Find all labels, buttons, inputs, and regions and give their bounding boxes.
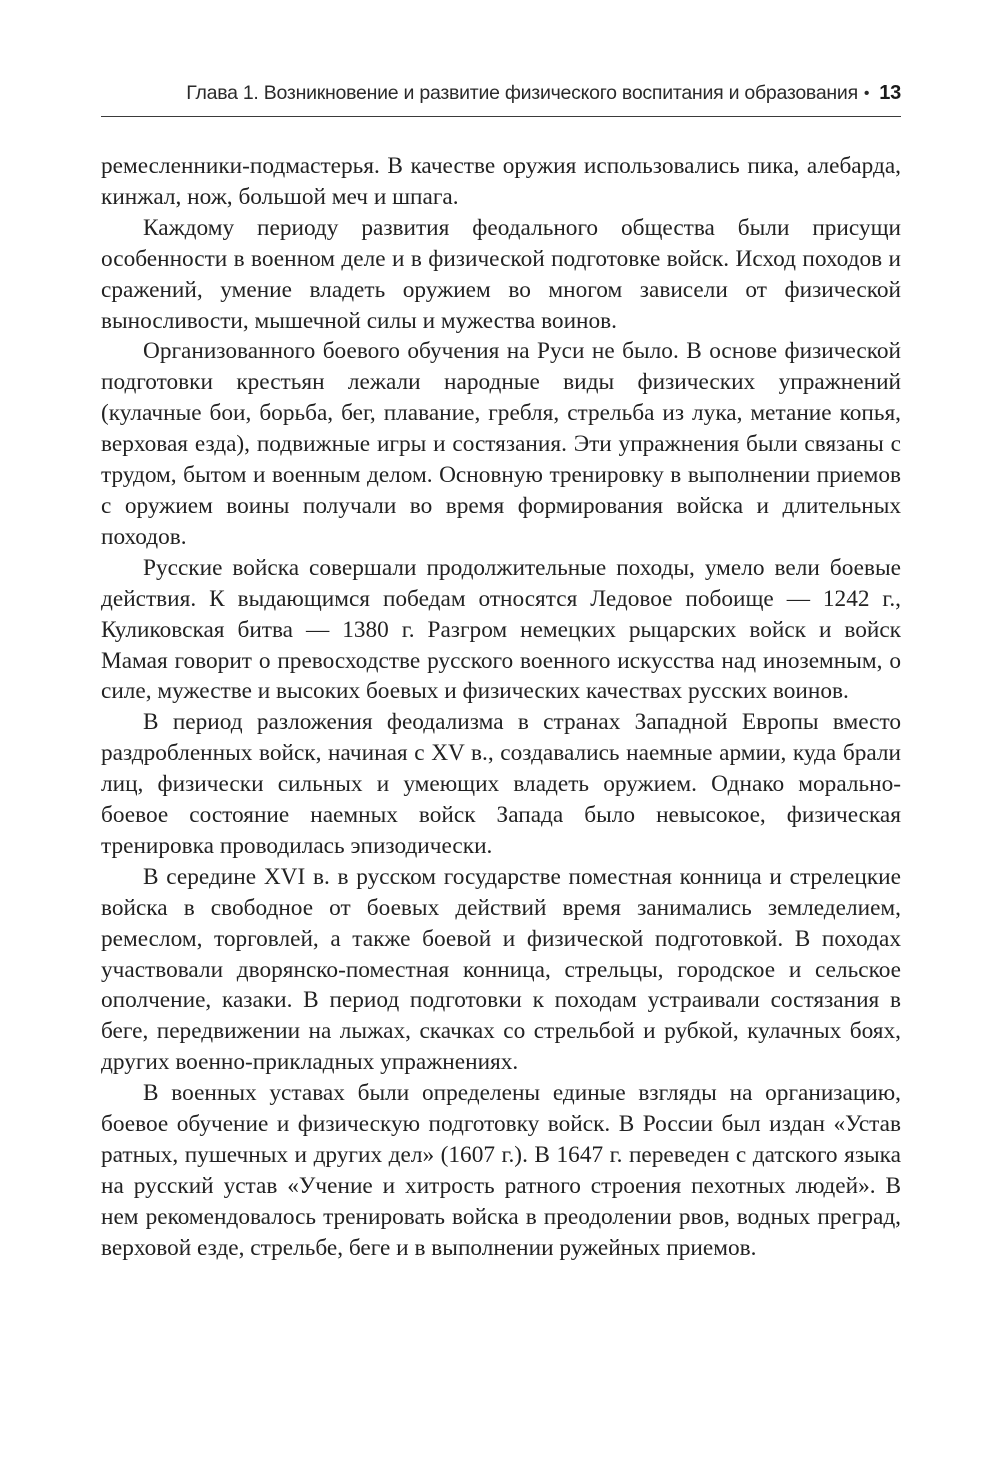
paragraph: В период разложения феодализма в странах Западной Европы вместо раздробленных войск, начиная с XV в., создавались наемные армии, куда брали лиц, физически сильных и умеющих владеть оружием. Однако морально-боевое состояние наемных войск Запада было невысокое, физическая тренировка проводилась эпизодически. bbox=[101, 709, 901, 859]
paragraph: В военных уставах были определены единые взгляды на организацию, боевое обучение и физическую подготовку войск. В России был издан «Устав ратных, пушечных и других дел» (1607 г.). В 1647 г. переведен с датского языка на русский устав «Учение и хитрость ратного строения пехотных людей». В нем рекомендовалось тренировать войска в преодолении рвов, водных преград, верховой езде, стрельбе, беге и в выполнении ружейных приемов. bbox=[101, 1080, 901, 1261]
header-rule bbox=[101, 116, 901, 117]
paragraph: Русские войска совершали продолжительные походы, умело вели боевые действия. К выдающимся победам относятся Ледовое побоище — 1242 г., Куликовская битва — 1380 г. Разгром немецких рыцарских войск и войск Мамая говорит о превосходстве русского военного искусства над иноземным, о силе, мужестве и высоких боевых и физических качествах русских воинов. bbox=[101, 554, 901, 705]
body-text bbox=[101, 151, 901, 1264]
paragraph: Каждому периоду развития феодального общества были присущи особенности в военном деле и в физической подготовке войск. Исход походов и сражений, умение владеть оружием во многом зависели от физической выносливости, мышечной силы и мужества воинов. bbox=[101, 214, 901, 334]
paragraph-continued: ремесленники-подмастерья. В качестве оружия использовались пика, алебарда, кинжал, нож, большой меч и шпага. bbox=[101, 153, 901, 210]
header-bullet: • bbox=[863, 85, 870, 102]
running-header bbox=[101, 82, 901, 112]
page-number: 13 bbox=[879, 82, 901, 104]
paragraph: В середине XVI в. в русском государстве поместная конница и стрелецкие войска в свободное от боевых действий время занимались земледелием, ремеслом, торговлей, а также боевой и физической подготовкой. В походах участвовали дворянско-поместная конница, стрельцы, городское и сельское ополчение, казаки. В период подготовки к походам устраивали состязания в беге, передвижении на лыжах, скачках со стрельбой и рубкой, кулачных боях, других военно-прикладных упражнениях. bbox=[101, 863, 901, 1076]
book-page bbox=[101, 82, 901, 1264]
chapter-title: Глава 1. Возникновение и развитие физического воспитания и образования bbox=[186, 82, 858, 104]
paragraph: Организованного боевого обучения на Руси не было. В основе физической подготовки крестьян лежали народные виды физических упражнений (кулачные бои, борьба, бег, плавание, гребля, стрельба из лука, метание копья, верховая езда), подвижные игры и состязания. Эти упражнения были связаны с трудом, бытом и военным делом. Основную тренировку в выполнении приемов с оружием воины получали во время формирования войска и длительных походов. bbox=[101, 338, 901, 550]
